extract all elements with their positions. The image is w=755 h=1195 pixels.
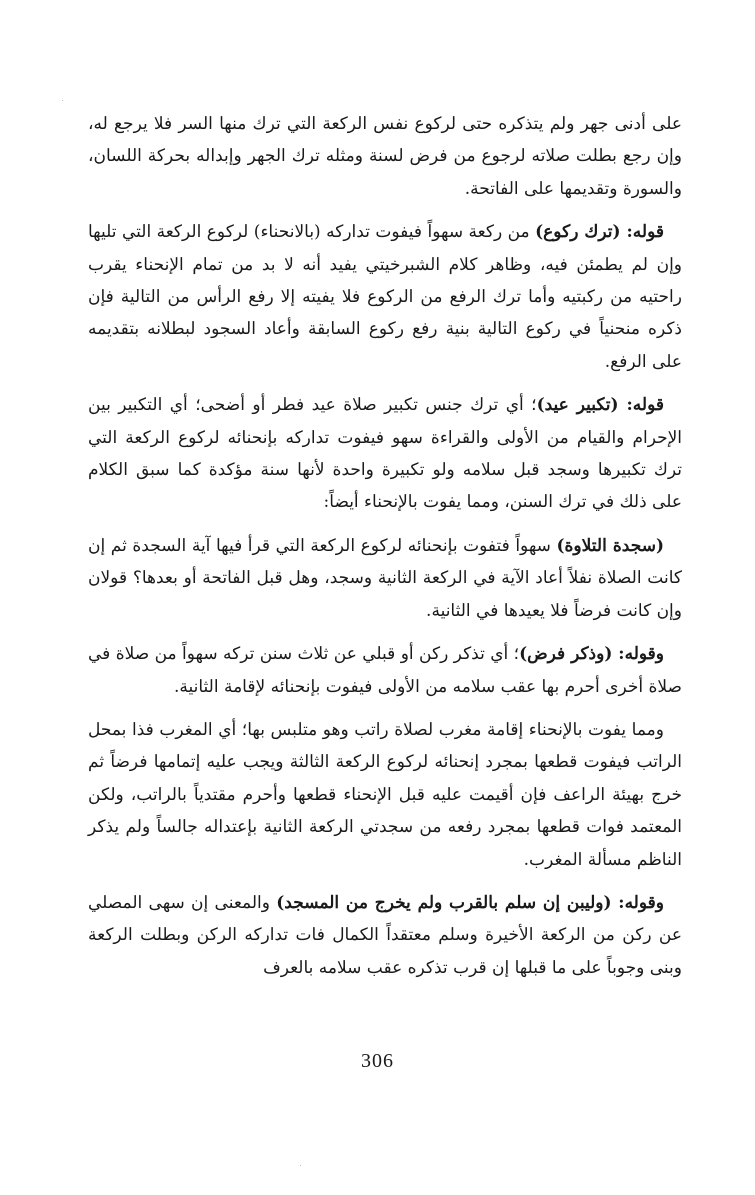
page-number: 306: [361, 1050, 394, 1072]
paragraph-2-text: من ركعة سهواً فيفوت تداركه (بالانحناء) لركوع الركعة التي تليها وإن لم يطمئن فيه، وظاهر كلام الشبرخيتي يفيد أنه لا بد من تمام الإنحناء يقرب راحتيه من ركبتيه وأما ترك الرفع من الركوع فلا يفيته إلا رفع الرأس من التالية فإن ذكره منحنياً في ركوع التالية بنية رفع ركوع السابقة وأعاد السجود لبطلانه بتقديمه على الرفع.: [88, 222, 682, 372]
paragraph-3: [88, 389, 682, 519]
paragraph-4: [88, 530, 682, 627]
paragraph-2-lead: قوله: (ترك ركوع): [535, 222, 664, 243]
scan-speck: [300, 1165, 301, 1166]
paragraph-7: [88, 887, 682, 984]
paragraph-6-text: ومما يفوت بالإنحناء إقامة مغرب لصلاة راتب وهو متلبس بها؛ أي المغرب فذا بمحل الراتب فيفوت قطعها بمجرد إنحنائه لركوع الركعة الثالثة ويجب عليه إتمامها فرضاً ثم خرج بهيئة الراعف فإن أقيمت عليه قبل الإنحناء قطعها وأحرم مقتدياً بالراتب، ولكن المعتمد فوات قطعها بمجرد رفعه من سجدتي الركعة الثانية بإعتداله جالساً ولم يذكر الناظم مسألة المغرب.: [88, 719, 682, 870]
paragraph-5-text: ؛ أي تذكر ركن أو قبلي عن ثلاث سنن تركه سهواً من صلاة في صلاة أخرى أحرم بها عقب سلامه من الأولى فيفوت بإنحنائه لإقامة الثانية.: [88, 644, 682, 697]
paragraph-2: [88, 216, 682, 378]
paragraph-1-text: على أدنى جهر ولم يتذكره حتى لركوع نفس الركعة التي ترك منها السر فلا يرجع له، وإن رجع بطلت صلاته لرجوع من فرض لسنة ومثله ترك الجهر وإبداله بحركة اللسان، والسورة وتقديمها على الفاتحة.: [88, 114, 682, 199]
paragraph-6: [88, 714, 682, 876]
paragraph-5: [88, 638, 682, 703]
paragraph-3-lead: قوله: (تكبير عيد): [536, 395, 665, 416]
scan-speck: [62, 100, 63, 101]
paragraph-3-text: ؛ أي ترك جنس تكبير صلاة عيد فطر أو أضحى؛ أي التكبير بين الإحرام والقيام من الأولى والقراءة سهو فيفوت تداركه بإنحنائه لركوع الركعة التي ترك تكبيرها وسجد قبل سلامه ولو تكبيرة واحدة لأنها سنة مؤكدة كما سبق الكلام على ذلك في ترك السنن، ومما يفوت بالإنحناء أيضاً:: [88, 395, 682, 513]
paragraph-7-lead: وقوله: (وليبن إن سلم بالقرب ولم يخرج من المسجد): [276, 892, 664, 913]
paragraph-1: [88, 108, 682, 205]
paragraph-4-text: سهواً فتفوت بإنحنائه لركوع الركعة التي قرأ فيها آية السجدة ثم إن كانت الصلاة نفلاً أعاد الآية في الركعة الثانية وسجد، وهل قبل الفاتحة أو بعدها؟ قولان وإن كانت فرضاً فلا يعيدها في الثانية.: [88, 535, 682, 621]
paragraph-7-text: والمعنى إن سهى المصلي عن ركن من الركعة الأخيرة وسلم معتقداً الكمال فات تداركه الركن وبطلت الركعة وبنى وجوباً على ما قبلها إن قرب تذكره عقب سلامه بالعرف: [88, 892, 682, 978]
main-text: [88, 108, 682, 995]
paragraph-5-lead: وقوله: (وذكر فرض): [519, 644, 664, 665]
paragraph-4-lead: (سجدة التلاوة): [556, 535, 664, 556]
